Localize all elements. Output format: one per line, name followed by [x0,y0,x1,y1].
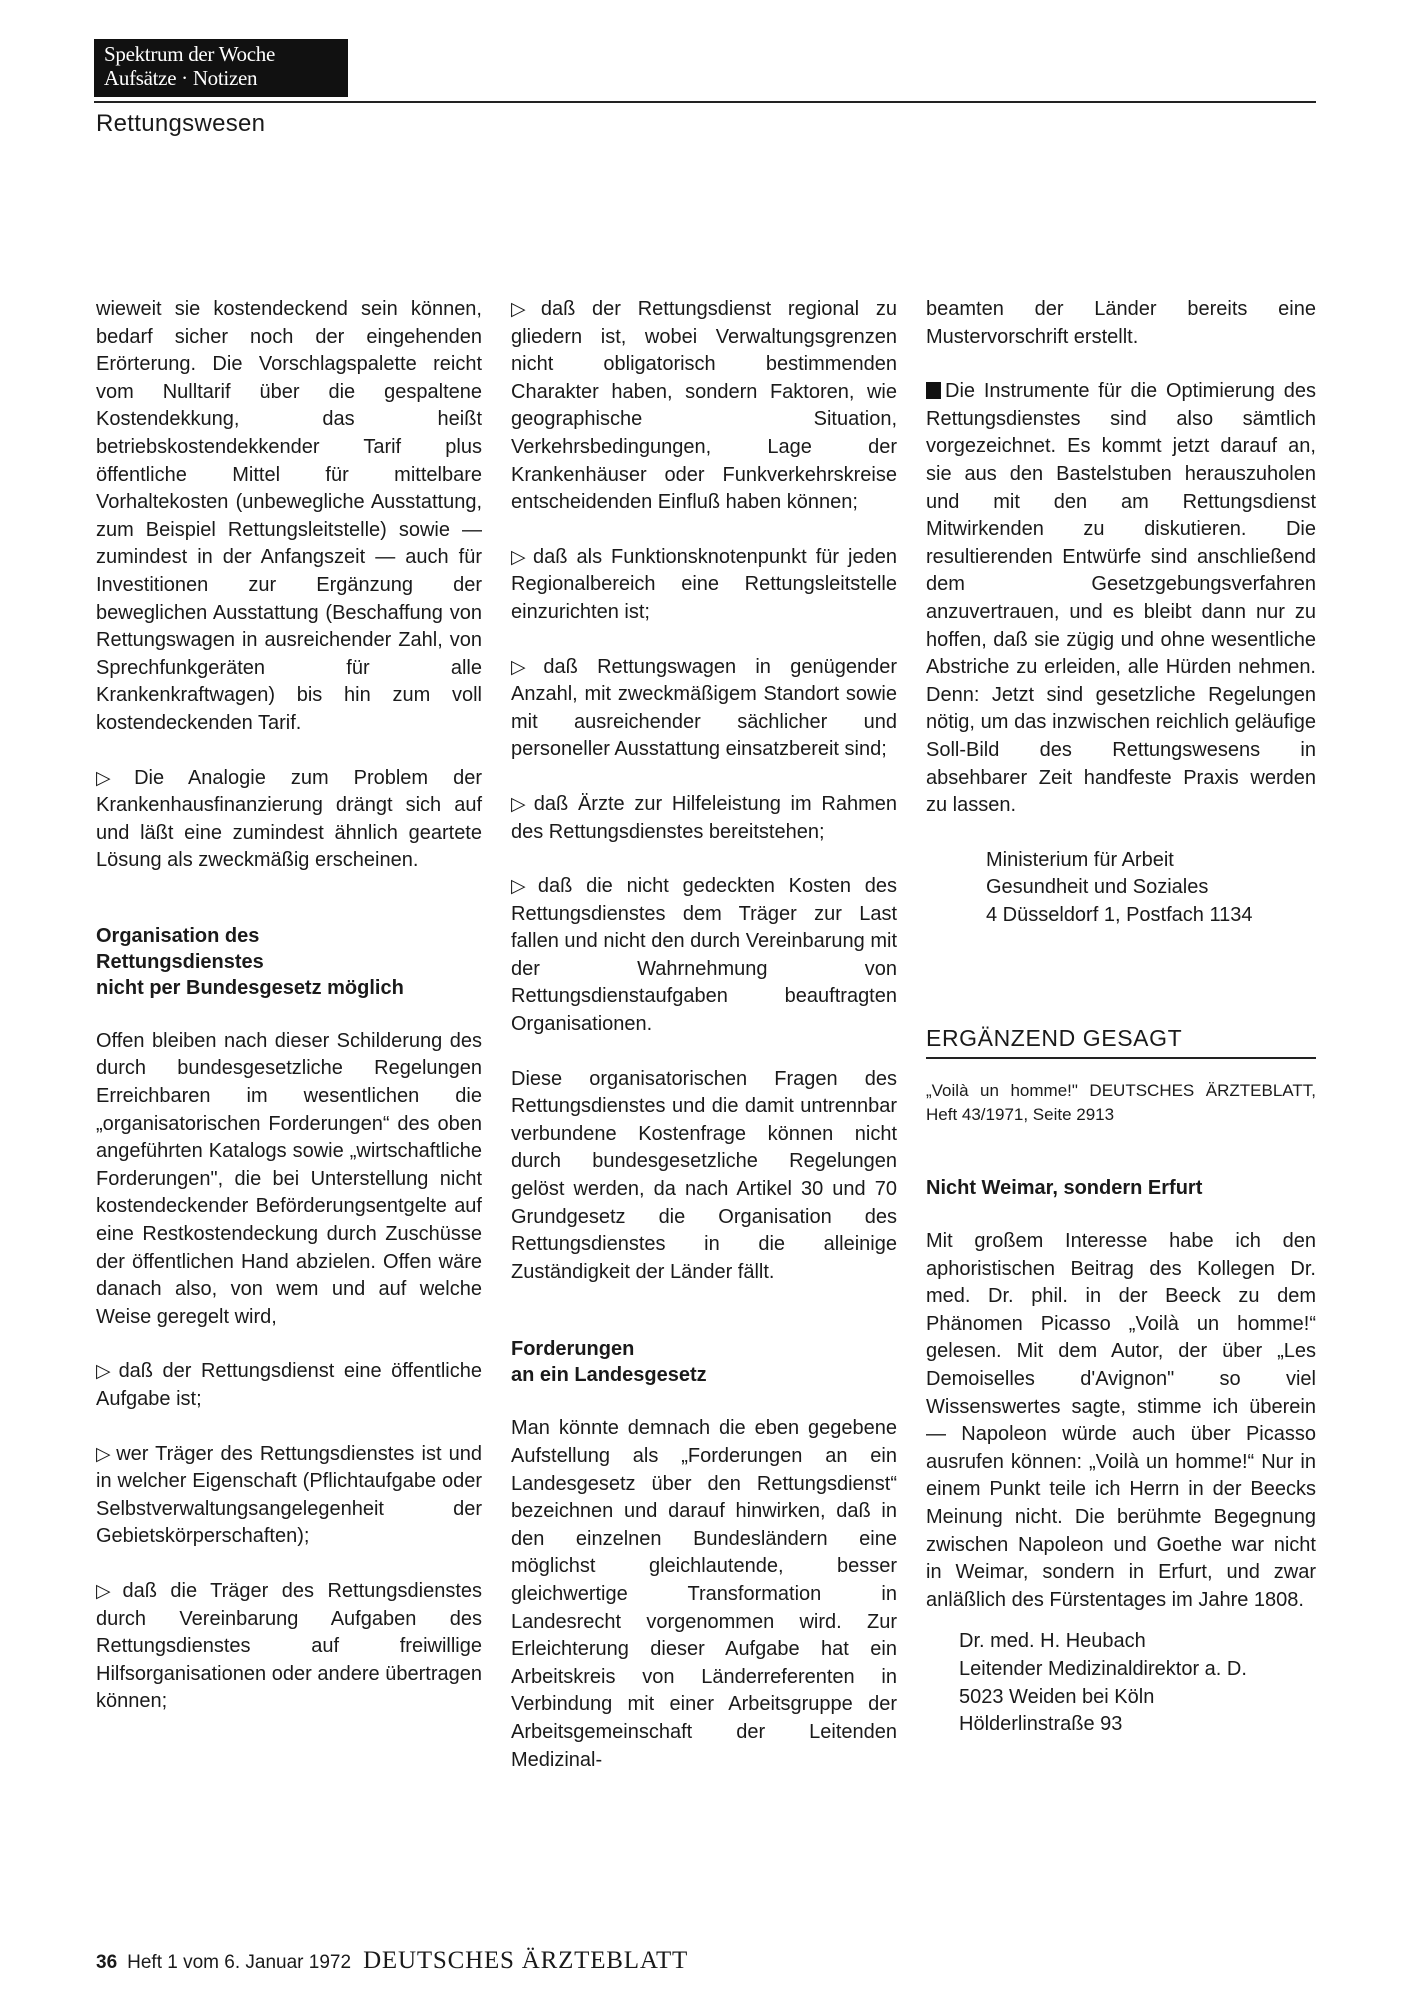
triangle-bullet-icon: ▷ [96,1361,115,1383]
paragraph: beamten der Länder bereits eine Mustervorschrift erstellt. [926,298,1316,348]
bullet-paragraph: ▷ daß der Rettungsdienst eine öffentliche Aufgabe ist; [96,1360,482,1410]
journal-name: DEUTSCHES ÄRZTEBLATT [363,1947,689,1974]
letter-signature: Dr. med. H. Heubach Leitender Medizinaldirektor a. D. 5023 Weiden bei Köln Hölderlinstraße 93 [959,1630,1247,1736]
header-line-1: Spektrum der Woche [104,42,275,66]
section-header-box [94,39,348,97]
page-footer [96,1947,688,1975]
bullet-paragraph: ▷ daß die nicht gedeckten Kosten des Rettungsdienstes dem Träger zur Last fallen und nicht den durch Vereinbarung mit der Wahrnehmung von Rettungsdienstaufgaben beauftragten Organisationen. [511,875,897,1036]
bullet-paragraph: ▷ daß Ärzte zur Hilfeleistung im Rahmen des Rettungsdienstes bereitstehen; [511,792,897,843]
triangle-bullet-icon: ▷ [511,656,540,678]
column-3 [926,296,1316,1739]
triangle-bullet-icon: ▷ [96,1580,119,1602]
header-rule [94,101,1316,103]
triangle-bullet-icon: ▷ [511,546,530,568]
letter-heading: Nicht Weimar, sondern Erfurt [926,1177,1203,1200]
issue-info: Heft 1 vom 6. Januar 1972 [127,1952,352,1973]
column-2 [511,296,897,1774]
paragraph: Die Instrumente für die Optimierung des Rettungsdienstes sind also sämtlich vorgezeichnet. Es kommt jetzt darauf an, sie aus den Bastelstuben herauszuholen und mit den am Rettungsdienst Mitwirkenden zu diskutieren. Die resultierenden Entwürfe sind anschließend dem Gesetzgebungsverfahren anzuvertrauen, und es bleibt dann nur zu hoffen, daß sie zügig und ohne wesentliche Abstriche zu erleiden, alle Hürden nehmen. Denn: Jetzt sind gesetzliche Regelungen nötig, um das inzwischen reichlich geläufige Soll-Bild des Rettungswesens in absehbarer Zeit handfeste Praxis werden zu lassen. [926,380,1316,817]
subheading: Forderungen an ein Landesgesetz [511,1338,707,1387]
letter-paragraph: Mit großem Interesse habe ich den aphoristischen Beitrag des Kollegen Dr. med. Dr. phil. in der Beeck zu dem Phänomen Picasso „Voilà un homme!“ gelesen. Mit dem Autor, der über „Les Demoiselles d'Avignon" so viel Wissenswertes sagte, stimme ich überein — Napoleon würde auch über Picasso ausrufen können: „Voilà un homme!“ Nur in einem Punkt teile ich Herrn in der Beecks Meinung nicht. Die berühmte Begegnung zwischen Napoleon und Goethe war nicht in Weimar, sondern in Erfurt, und zwar anläßlich des Fürstentages im Jahre 1808. [926,1230,1316,1611]
header-line-2: Aufsätze · Notizen [104,66,258,90]
author-address: Ministerium für Arbeit Gesundheit und Soziales 4 Düsseldorf 1, Postfach 1134 [986,848,1253,926]
bullet-paragraph: ▷ Die Analogie zum Problem der Krankenhausfinanzierung drängt sich auf und läßt eine zumindest ähnlich geartete Lösung als zweckmäßig erscheinen. [96,766,482,872]
paragraph: wieweit sie kostendeckend sein können, bedarf sicher noch der eingehenden Erörterung. Die Vorschlagspalette reicht vom Nulltarif über die gespaltene Kostendekkung, das heißt betriebskostendekkender Tarif plus öffentliche Mittel für mittelbare Vorhaltekosten (unbewegliche Ausstattung, zum Beispiel Rettungsleitstelle) sowie — zumindest in der Anfangszeit — auch für Investitionen zur Ergänzung der beweglichen Ausstattung (Beschaffung von Rettungswagen in ausreichender Zahl, von Sprechfunkgeräten für alle Krankenkraftwagen) bis hin zum voll kostendeckenden Tarif. [96,298,482,734]
triangle-bullet-icon: ▷ [96,1443,113,1465]
bullet-paragraph: ▷ wer Träger des Rettungsdienstes ist und in welcher Eigenschaft (Pflichtaufgabe oder Selbstverwaltungsangelegenheit der Gebietskörperschaften); [96,1442,482,1548]
section-label: Rettungswesen [96,110,266,137]
triangle-bullet-icon: ▷ [511,299,537,320]
bullet-paragraph: ▷ daß als Funktionsknotenpunkt für jeden Regionalbereich eine Rettungsleitstelle einzurichten ist; [511,545,897,623]
square-bullet-icon [926,382,941,399]
section-title-ergaenzend: ERGÄNZEND GESAGT [926,1025,1316,1059]
triangle-bullet-icon: ▷ [511,793,530,815]
page-number: 36 [96,1952,118,1973]
paragraph: Man könnte demnach die eben gegebene Aufstellung als „Forderungen an ein Landesgesetz über den Rettungsdienst“ bezeichnen und darauf hinwirken, daß in den einzelnen Bundesländern eine möglichst gleichlautende, besser gleichwertige Transformation in Landesrecht vorgenommen wird. Zur Erleichterung dieser Aufgabe hat ein Arbeitskreis von Länderreferenten in Verbindung mit einer Arbeitsgruppe der Arbeitsgemeinschaft der Leitenden Medizinal- [511,1417,897,1771]
article-reference: „Voilà un homme!" DEUTSCHES ÄRZTEBLATT, Heft 43/1971, Seite 2913 [926,1081,1316,1125]
bullet-paragraph: ▷ daß die Träger des Rettungsdienstes durch Vereinbarung Aufgaben des Rettungsdienstes auf freiwillige Hilfsorganisationen oder andere übertragen können; [96,1579,482,1713]
triangle-bullet-icon: ▷ [96,767,131,789]
paragraph: Diese organisatorischen Fragen des Rettungsdienstes und die damit untrennbar verbundene Kostenfrage können nicht durch bundesgesetzliche Regelungen gelöst werden, da nach Artikel 30 und 70 Grundgesetz die Organisation des Rettungsdienstes in die alleinige Zuständigkeit der Länder fällt. [511,1067,897,1283]
bullet-paragraph: ▷ daß Rettungswagen in genügender Anzahl, mit zweckmäßigem Standort sowie mit ausreichender sächlicher und personeller Ausstattung einsatzbereit sind; [511,655,897,761]
bullet-paragraph: ▷ daß der Rettungsdienst regional zu gliedern ist, wobei Verwaltungsgrenzen nicht obligatorisch bestimmenden Charakter haben, sondern Faktoren, wie geographische Situation, Verkehrsbedingungen, Lage der Krankenhäuser oder Funkverkehrskreise entscheidenden Einfluß haben können; [511,298,897,514]
subheading: Organisation des Rettungsdienstes nicht per Bundesgesetz möglich [96,924,404,999]
column-1 [96,296,482,1716]
triangle-bullet-icon: ▷ [511,876,534,898]
paragraph: Offen bleiben nach dieser Schilderung des durch bundesgesetzliche Regelungen Erreichbaren im wesentlichen die „organisatorischen Forderungen“ des oben angeführten Katalogs sowie „wirtschaftliche Forderungen", die bei Unterstellung nicht kostendeckender Beförderungsentgelte auf eine Restkostendeckung durch Zuschüsse der öffentlichen Hand abzielen. Offen wäre danach also, von wem und auf welche Weise geregelt wird, [96,1029,482,1328]
